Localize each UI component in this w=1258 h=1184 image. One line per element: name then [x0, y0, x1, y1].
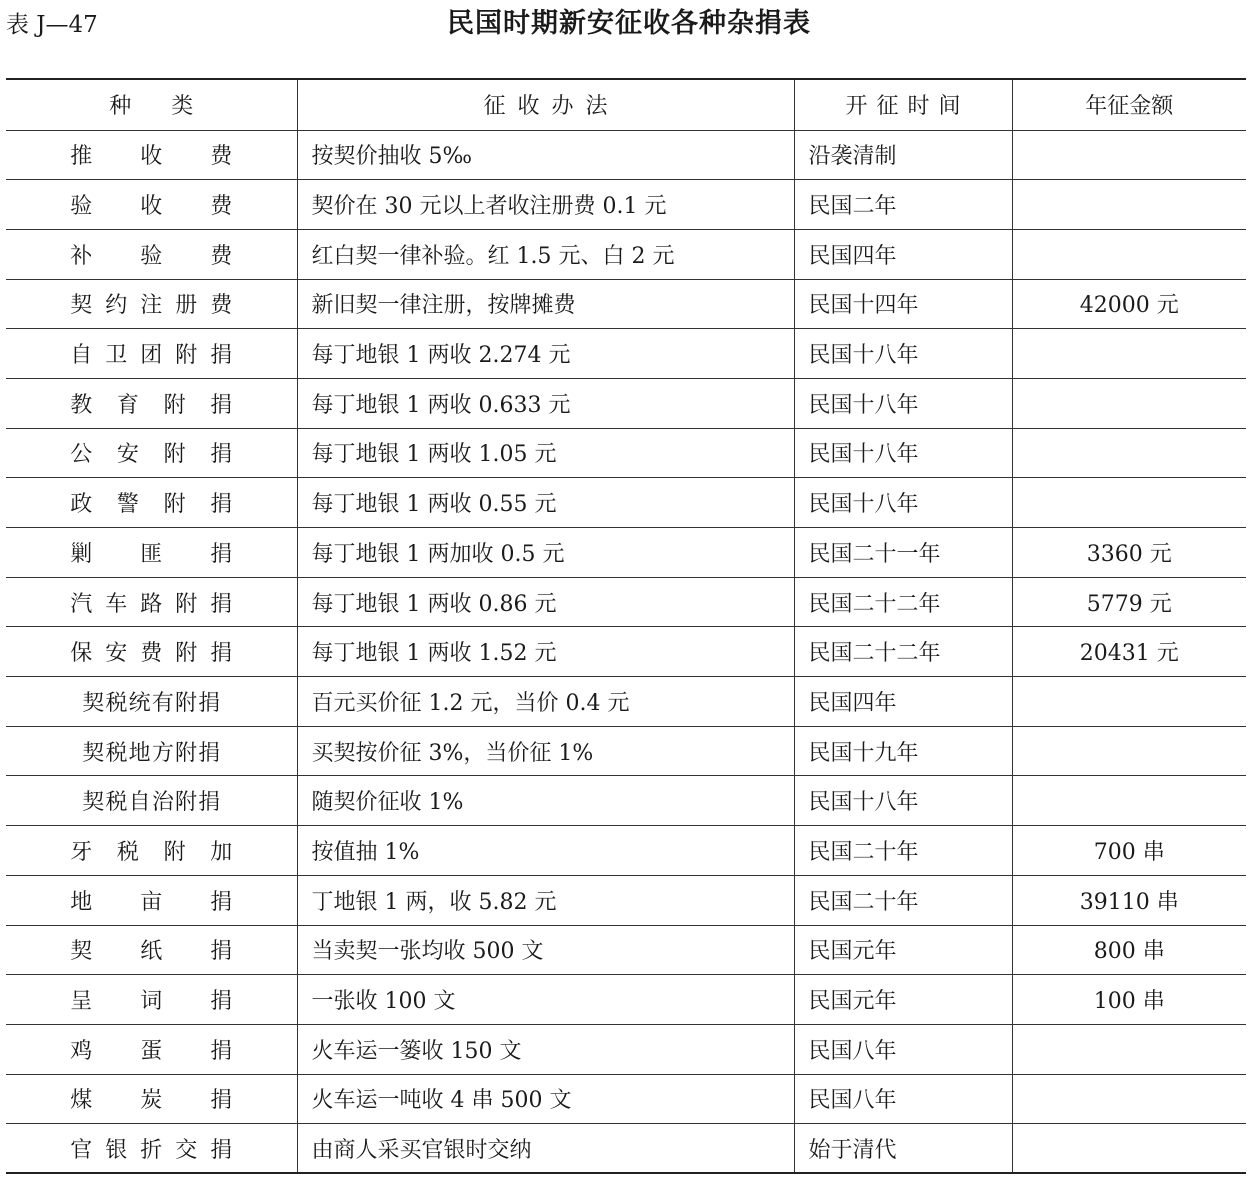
- cell-start-time: 民国二十年: [794, 875, 1012, 925]
- cell-type: [6, 677, 297, 727]
- table-row: [6, 925, 1246, 975]
- cell-type: [6, 528, 297, 578]
- column-header-annual-amount: 年征金额: [1012, 79, 1246, 130]
- cell-method: 丁地银 1 两，收 5.82 元: [297, 875, 794, 925]
- levy-type-name: 契纸捐: [70, 939, 233, 965]
- cell-annual-amount: 700 串: [1012, 826, 1246, 876]
- cell-annual-amount: [1012, 229, 1246, 279]
- cell-type: [6, 826, 297, 876]
- cell-start-time: 民国十八年: [794, 428, 1012, 478]
- table-row: [6, 130, 1246, 180]
- cell-annual-amount: [1012, 1074, 1246, 1124]
- levy-type-name: 契税自治附捐: [82, 790, 221, 816]
- table-row: [6, 975, 1246, 1025]
- cell-start-time: 民国十八年: [794, 478, 1012, 528]
- levy-type-name: 保安费附捐: [70, 641, 233, 667]
- cell-method: 契价在 30 元以上者收注册费 0.1 元: [297, 180, 794, 230]
- cell-annual-amount: 39110 串: [1012, 875, 1246, 925]
- table-row: [6, 726, 1246, 776]
- cell-start-time: 民国十九年: [794, 726, 1012, 776]
- table-row: [6, 1074, 1246, 1124]
- table-row: [6, 478, 1246, 528]
- levy-type-name: 推收费: [70, 144, 233, 170]
- cell-method: 一张收 100 文: [297, 975, 794, 1025]
- cell-start-time: 沿袭清制: [794, 130, 1012, 180]
- cell-type: [6, 875, 297, 925]
- column-header-start-time: 开征时间: [794, 79, 1012, 130]
- cell-annual-amount: [1012, 1124, 1246, 1174]
- table-row: [6, 329, 1246, 379]
- cell-annual-amount: 20431 元: [1012, 627, 1246, 677]
- levy-type-name: 政警附捐: [70, 492, 233, 518]
- cell-type: [6, 428, 297, 478]
- cell-annual-amount: 42000 元: [1012, 279, 1246, 329]
- table-row: [6, 875, 1246, 925]
- header-row: [6, 79, 1246, 130]
- cell-type: [6, 577, 297, 627]
- levy-type-name: 验收费: [70, 194, 233, 220]
- cell-start-time: 始于清代: [794, 1124, 1012, 1174]
- cell-method: 火车运一吨收 4 串 500 文: [297, 1074, 794, 1124]
- cell-annual-amount: [1012, 478, 1246, 528]
- levy-type-name: 鸡蛋捐: [70, 1038, 233, 1064]
- cell-type: [6, 279, 297, 329]
- levy-type-name: 契税地方附捐: [82, 740, 221, 766]
- cell-start-time: 民国十八年: [794, 329, 1012, 379]
- levy-type-name: 地亩捐: [70, 889, 233, 915]
- cell-method: 买契按价征 3%，当价征 1%: [297, 726, 794, 776]
- levy-type-name: 呈词捐: [70, 989, 233, 1015]
- levy-table: [6, 78, 1246, 1174]
- cell-method: 随契价征收 1%: [297, 776, 794, 826]
- table-row: [6, 229, 1246, 279]
- cell-annual-amount: [1012, 776, 1246, 826]
- cell-annual-amount: [1012, 378, 1246, 428]
- levy-type-name: 煤炭捐: [70, 1088, 233, 1114]
- table-row: [6, 1124, 1246, 1174]
- cell-method: 每丁地银 1 两收 1.52 元: [297, 627, 794, 677]
- cell-method: 每丁地银 1 两收 1.05 元: [297, 428, 794, 478]
- cell-annual-amount: [1012, 677, 1246, 727]
- cell-start-time: 民国八年: [794, 1074, 1012, 1124]
- table-row: [6, 1024, 1246, 1074]
- cell-type: [6, 478, 297, 528]
- table-row: [6, 180, 1246, 230]
- cell-start-time: 民国元年: [794, 975, 1012, 1025]
- column-header-type: 种类: [6, 79, 297, 130]
- levy-type-name: 官银折交捐: [70, 1137, 233, 1163]
- cell-type: [6, 378, 297, 428]
- levy-type-name: 公安附捐: [70, 442, 233, 468]
- levy-type-name: 契约注册费: [70, 293, 233, 319]
- cell-type: [6, 1024, 297, 1074]
- cell-annual-amount: 100 串: [1012, 975, 1246, 1025]
- cell-method: 新旧契一律注册，按牌摊费: [297, 279, 794, 329]
- cell-start-time: 民国二十二年: [794, 627, 1012, 677]
- cell-type: [6, 975, 297, 1025]
- cell-method: 红白契一律补验。红 1.5 元、白 2 元: [297, 229, 794, 279]
- table-row: [6, 279, 1246, 329]
- cell-type: [6, 229, 297, 279]
- levy-type-name: 自卫团附捐: [70, 343, 233, 369]
- cell-start-time: 民国二十二年: [794, 577, 1012, 627]
- cell-annual-amount: [1012, 726, 1246, 776]
- cell-type: [6, 726, 297, 776]
- table-label: 表 J—47: [6, 12, 98, 38]
- cell-method: 由商人采买官银时交纳: [297, 1124, 794, 1174]
- cell-method: 每丁地银 1 两收 2.274 元: [297, 329, 794, 379]
- cell-annual-amount: 5779 元: [1012, 577, 1246, 627]
- levy-type-name: 教育附捐: [70, 392, 233, 418]
- cell-start-time: 民国八年: [794, 1024, 1012, 1074]
- table-row: [6, 577, 1246, 627]
- cell-annual-amount: [1012, 180, 1246, 230]
- cell-method: 每丁地银 1 两收 0.86 元: [297, 577, 794, 627]
- cell-method: 每丁地银 1 两收 0.633 元: [297, 378, 794, 428]
- table-row: [6, 826, 1246, 876]
- cell-method: 火车运一篓收 150 文: [297, 1024, 794, 1074]
- table-title: 民国时期新安征收各种杂捐表: [447, 8, 811, 39]
- cell-annual-amount: 800 串: [1012, 925, 1246, 975]
- cell-annual-amount: [1012, 428, 1246, 478]
- cell-start-time: 民国四年: [794, 229, 1012, 279]
- table-body: [6, 130, 1246, 1173]
- cell-start-time: 民国二十年: [794, 826, 1012, 876]
- table-row: [6, 627, 1246, 677]
- cell-type: [6, 329, 297, 379]
- cell-type: [6, 627, 297, 677]
- table-row: [6, 378, 1246, 428]
- cell-type: [6, 776, 297, 826]
- levy-type-name: 契税统有附捐: [82, 690, 221, 716]
- cell-method: 每丁地银 1 两加收 0.5 元: [297, 528, 794, 578]
- cell-method: 按契价抽收 5‰: [297, 130, 794, 180]
- cell-start-time: 民国十四年: [794, 279, 1012, 329]
- cell-start-time: 民国十八年: [794, 776, 1012, 826]
- cell-type: [6, 925, 297, 975]
- cell-method: 当卖契一张均收 500 文: [297, 925, 794, 975]
- levy-type-name: 牙税附加: [70, 839, 233, 865]
- table-row: [6, 428, 1246, 478]
- cell-start-time: 民国二年: [794, 180, 1012, 230]
- table-row: [6, 677, 1246, 727]
- cell-annual-amount: [1012, 329, 1246, 379]
- cell-start-time: 民国四年: [794, 677, 1012, 727]
- levy-type-name: 补验费: [70, 243, 233, 269]
- cell-type: [6, 1124, 297, 1174]
- cell-type: [6, 130, 297, 180]
- cell-annual-amount: [1012, 130, 1246, 180]
- column-header-method: 征收办法: [297, 79, 794, 130]
- levy-type-name: 汽车路附捐: [70, 591, 233, 617]
- levy-type-name: 剿匪捐: [70, 541, 233, 567]
- cell-method: 每丁地银 1 两收 0.55 元: [297, 478, 794, 528]
- cell-method: 按值抽 1%: [297, 826, 794, 876]
- cell-start-time: 民国十八年: [794, 378, 1012, 428]
- cell-annual-amount: 3360 元: [1012, 528, 1246, 578]
- cell-annual-amount: [1012, 1024, 1246, 1074]
- table-row: [6, 528, 1246, 578]
- cell-method: 百元买价征 1.2 元，当价 0.4 元: [297, 677, 794, 727]
- cell-start-time: 民国元年: [794, 925, 1012, 975]
- cell-type: [6, 180, 297, 230]
- cell-start-time: 民国二十一年: [794, 528, 1012, 578]
- table-row: [6, 776, 1246, 826]
- cell-type: [6, 1074, 297, 1124]
